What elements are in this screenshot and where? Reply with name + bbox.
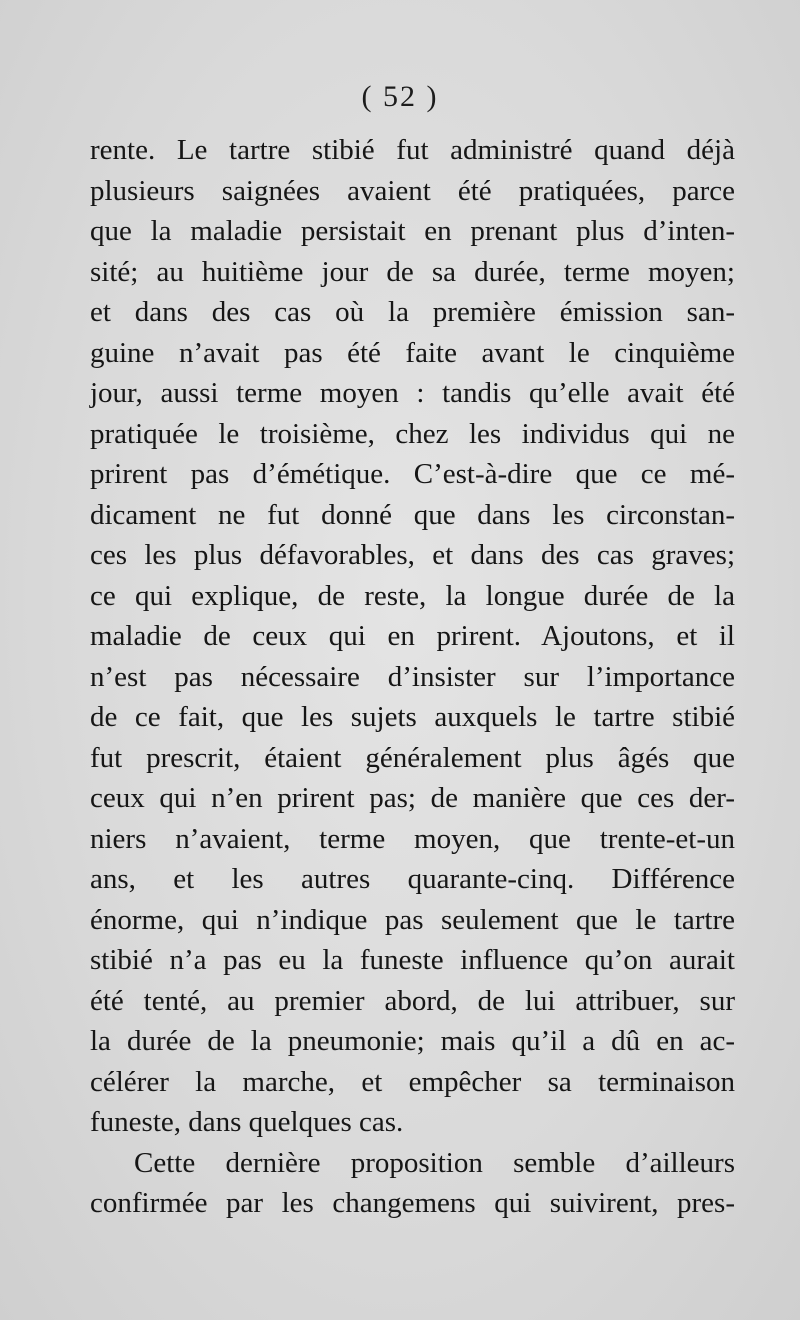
text-line: maladie de ceux qui en prirent. Ajoutons, et il <box>90 620 735 652</box>
text-line: pratiquée le troisième, chez les individus qui ne <box>90 417 735 450</box>
text-line: dicament ne fut donné que dans les circonstan- <box>90 498 735 531</box>
text-line: plusieurs saignées avaient été pratiquées, parce <box>90 174 735 207</box>
paragraph <box>90 130 735 1143</box>
text-line: Cette dernière proposition semble d’ailleurs <box>134 1146 735 1179</box>
text-line: guine n’avait pas été faite avant le cinquième <box>90 336 735 369</box>
text-line: célérer la marche, et empêcher sa terminaison <box>90 1065 735 1098</box>
text-line: énorme, qui n’indique pas seulement que le tartre <box>90 903 735 936</box>
text-line: sité; au huitième jour de sa durée, terme moyen; <box>90 255 735 288</box>
text-line: confirmée par les changemens qui suivirent, pres- <box>90 1187 735 1219</box>
page-number: ( 52 ) <box>361 80 439 113</box>
text-line: fut prescrit, étaient généralement plus âgés que <box>90 741 735 774</box>
text-line: jour, aussi terme moyen : tandis qu’elle avait été <box>90 377 735 409</box>
text-line: ces les plus défavorables, et dans des cas graves; <box>90 539 735 571</box>
text-line: ce qui explique, de reste, la longue durée de la <box>90 579 735 612</box>
text-line: ans, et les autres quarante-cinq. Différence <box>90 863 735 895</box>
text-line: prirent pas d’émétique. C’est-à-dire que ce mé- <box>90 458 735 490</box>
text-line: et dans des cas où la première émission san- <box>90 296 735 328</box>
text-line: funeste, dans quelques cas. <box>90 1106 404 1138</box>
text-line: de ce fait, que les sujets auxquels le tartre stibié <box>90 701 735 733</box>
text-line: stibié n’a pas eu la funeste influence qu’on aurait <box>90 944 735 976</box>
body-text <box>90 130 735 1224</box>
text-line: niers n’avaient, terme moyen, que trente-et-un <box>90 822 735 855</box>
text-line: que la maladie persistait en prenant plus d’inten- <box>90 215 735 247</box>
text-line: été tenté, au premier abord, de lui attribuer, sur <box>90 984 735 1017</box>
paragraph <box>90 1143 735 1224</box>
text-line: n’est pas nécessaire d’insister sur l’importance <box>90 660 735 693</box>
text-line: la durée de la pneumonie; mais qu’il a dû en ac- <box>90 1025 735 1057</box>
text-line: ceux qui n’en prirent pas; de manière que ces der- <box>90 782 735 814</box>
text-line: rente. Le tartre stibié fut administré quand déjà <box>90 134 735 166</box>
